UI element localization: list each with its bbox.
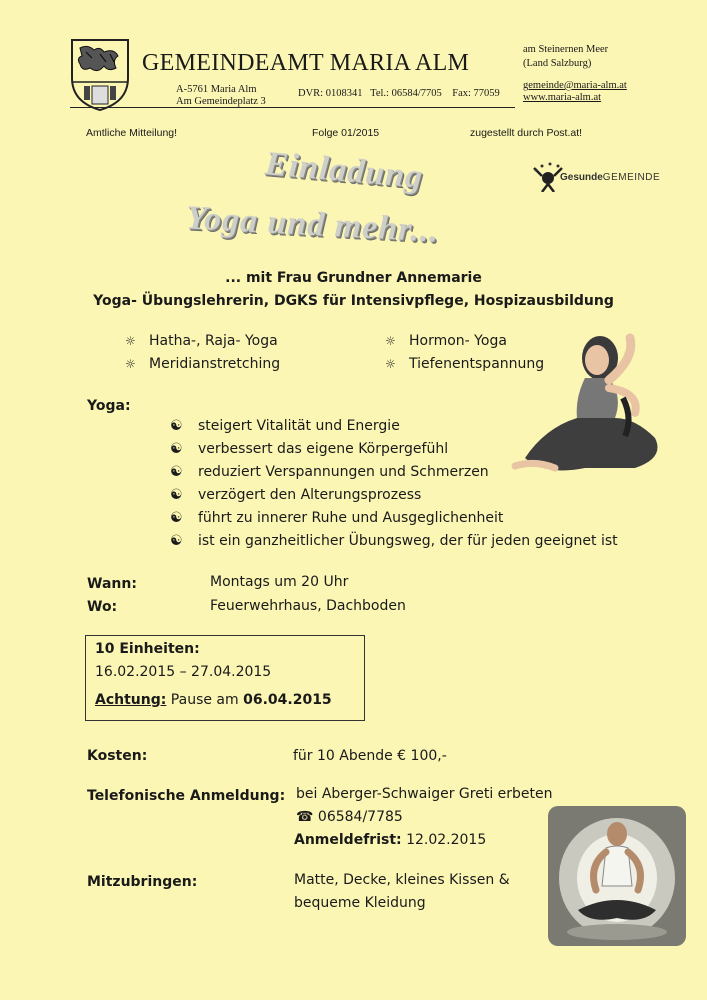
municipality-title: GEMEINDEAMT MARIA ALM — [142, 50, 470, 76]
sessions-dates: 16.02.2015 – 27.04.2015 — [95, 664, 272, 680]
registration-deadline: Anmeldefrist: 12.02.2015 — [294, 832, 487, 848]
header-divider — [70, 107, 515, 108]
notice-type: Amtliche Mitteilung! — [86, 127, 178, 139]
bring-line-1: Matte, Decke, kleines Kissen & — [294, 872, 510, 888]
instructor-qualifications: Yoga- Übungslehrerin, DGKS für Intensivpflege, Hospizausbildung — [93, 293, 614, 309]
sessions-title: 10 Einheiten: — [95, 641, 200, 657]
benefit-item: ☯ steigert Vitalität und Energie — [170, 418, 400, 434]
delivery-note: zugestellt durch Post.at! — [470, 127, 583, 139]
address-line-1: A-5761 Maria Alm — [176, 84, 257, 95]
bring-label: Mitzubringen: — [87, 874, 198, 890]
yoga-label: Yoga: — [87, 398, 131, 414]
phone-icon: ☎ — [296, 809, 314, 825]
headline-yoga: Yoga und mehr... — [185, 199, 440, 250]
benefit-item: ☯ verzögert den Alterungsprozess — [170, 487, 422, 503]
municipal-crest-icon — [70, 38, 130, 112]
break-notice: Achtung: Pause am 06.04.2015 — [95, 692, 332, 708]
benefit-item: ☯ ist ein ganzheitlicher Übungsweg, der für jeden geeignet ist — [170, 533, 618, 549]
where-label: Wo: — [87, 599, 118, 615]
website-link[interactable]: www.maria-alm.at — [523, 92, 602, 103]
fax-number: Fax: 77059 — [452, 88, 500, 99]
option-item: ☼ Hatha-, Raja- Yoga — [125, 333, 278, 349]
issue-number: Folge 01/2015 — [312, 127, 380, 139]
registration-phone: ☎ 06584/7785 — [296, 809, 403, 825]
option-item: ☼ Tiefenentspannung — [385, 356, 545, 372]
option-item: ☼ Meridianstretching — [125, 356, 281, 372]
benefit-item: ☯ verbessert das eigene Körpergefühl — [170, 441, 449, 457]
region-line-1: am Steinernen Meer — [523, 44, 609, 55]
option-item: ☼ Hormon- Yoga — [385, 333, 507, 349]
meditating-man-illustration — [548, 806, 686, 946]
where-value: Feuerwehrhaus, Dachboden — [210, 598, 406, 614]
telephone-number: Tel.: 06584/7705 — [370, 88, 442, 99]
costs-value: für 10 Abende € 100,- — [293, 748, 447, 764]
headline-invitation: Einladung — [263, 145, 425, 196]
costs-label: Kosten: — [87, 748, 148, 764]
bring-line-2: bequeme Kleidung — [294, 895, 426, 911]
when-label: Wann: — [87, 576, 137, 592]
benefit-item: ☯ reduziert Verspannungen und Schmerzen — [170, 464, 489, 480]
contact-numbers — [298, 88, 500, 99]
yoga-woman-illustration — [505, 318, 670, 486]
when-value: Montags um 20 Uhr — [210, 574, 349, 590]
registration-label: Telefonische Anmeldung: — [87, 788, 286, 804]
email-link[interactable]: gemeinde@maria-alm.at — [523, 80, 627, 91]
registration-contact: bei Aberger-Schwaiger Greti erbeten — [296, 786, 553, 802]
region-line-2: (Land Salzburg) — [523, 58, 592, 69]
dvr-number: DVR: 0108341 — [298, 88, 363, 99]
instructor-line: ... mit Frau Grundner Annemarie — [225, 270, 482, 286]
address-line-2: Am Gemeindeplatz 3 — [176, 96, 266, 107]
benefit-item: ☯ führt zu innerer Ruhe und Ausgeglichenheit — [170, 510, 504, 526]
gesunde-gemeinde-wordmark: GesundeGEMEINDE — [560, 172, 661, 183]
